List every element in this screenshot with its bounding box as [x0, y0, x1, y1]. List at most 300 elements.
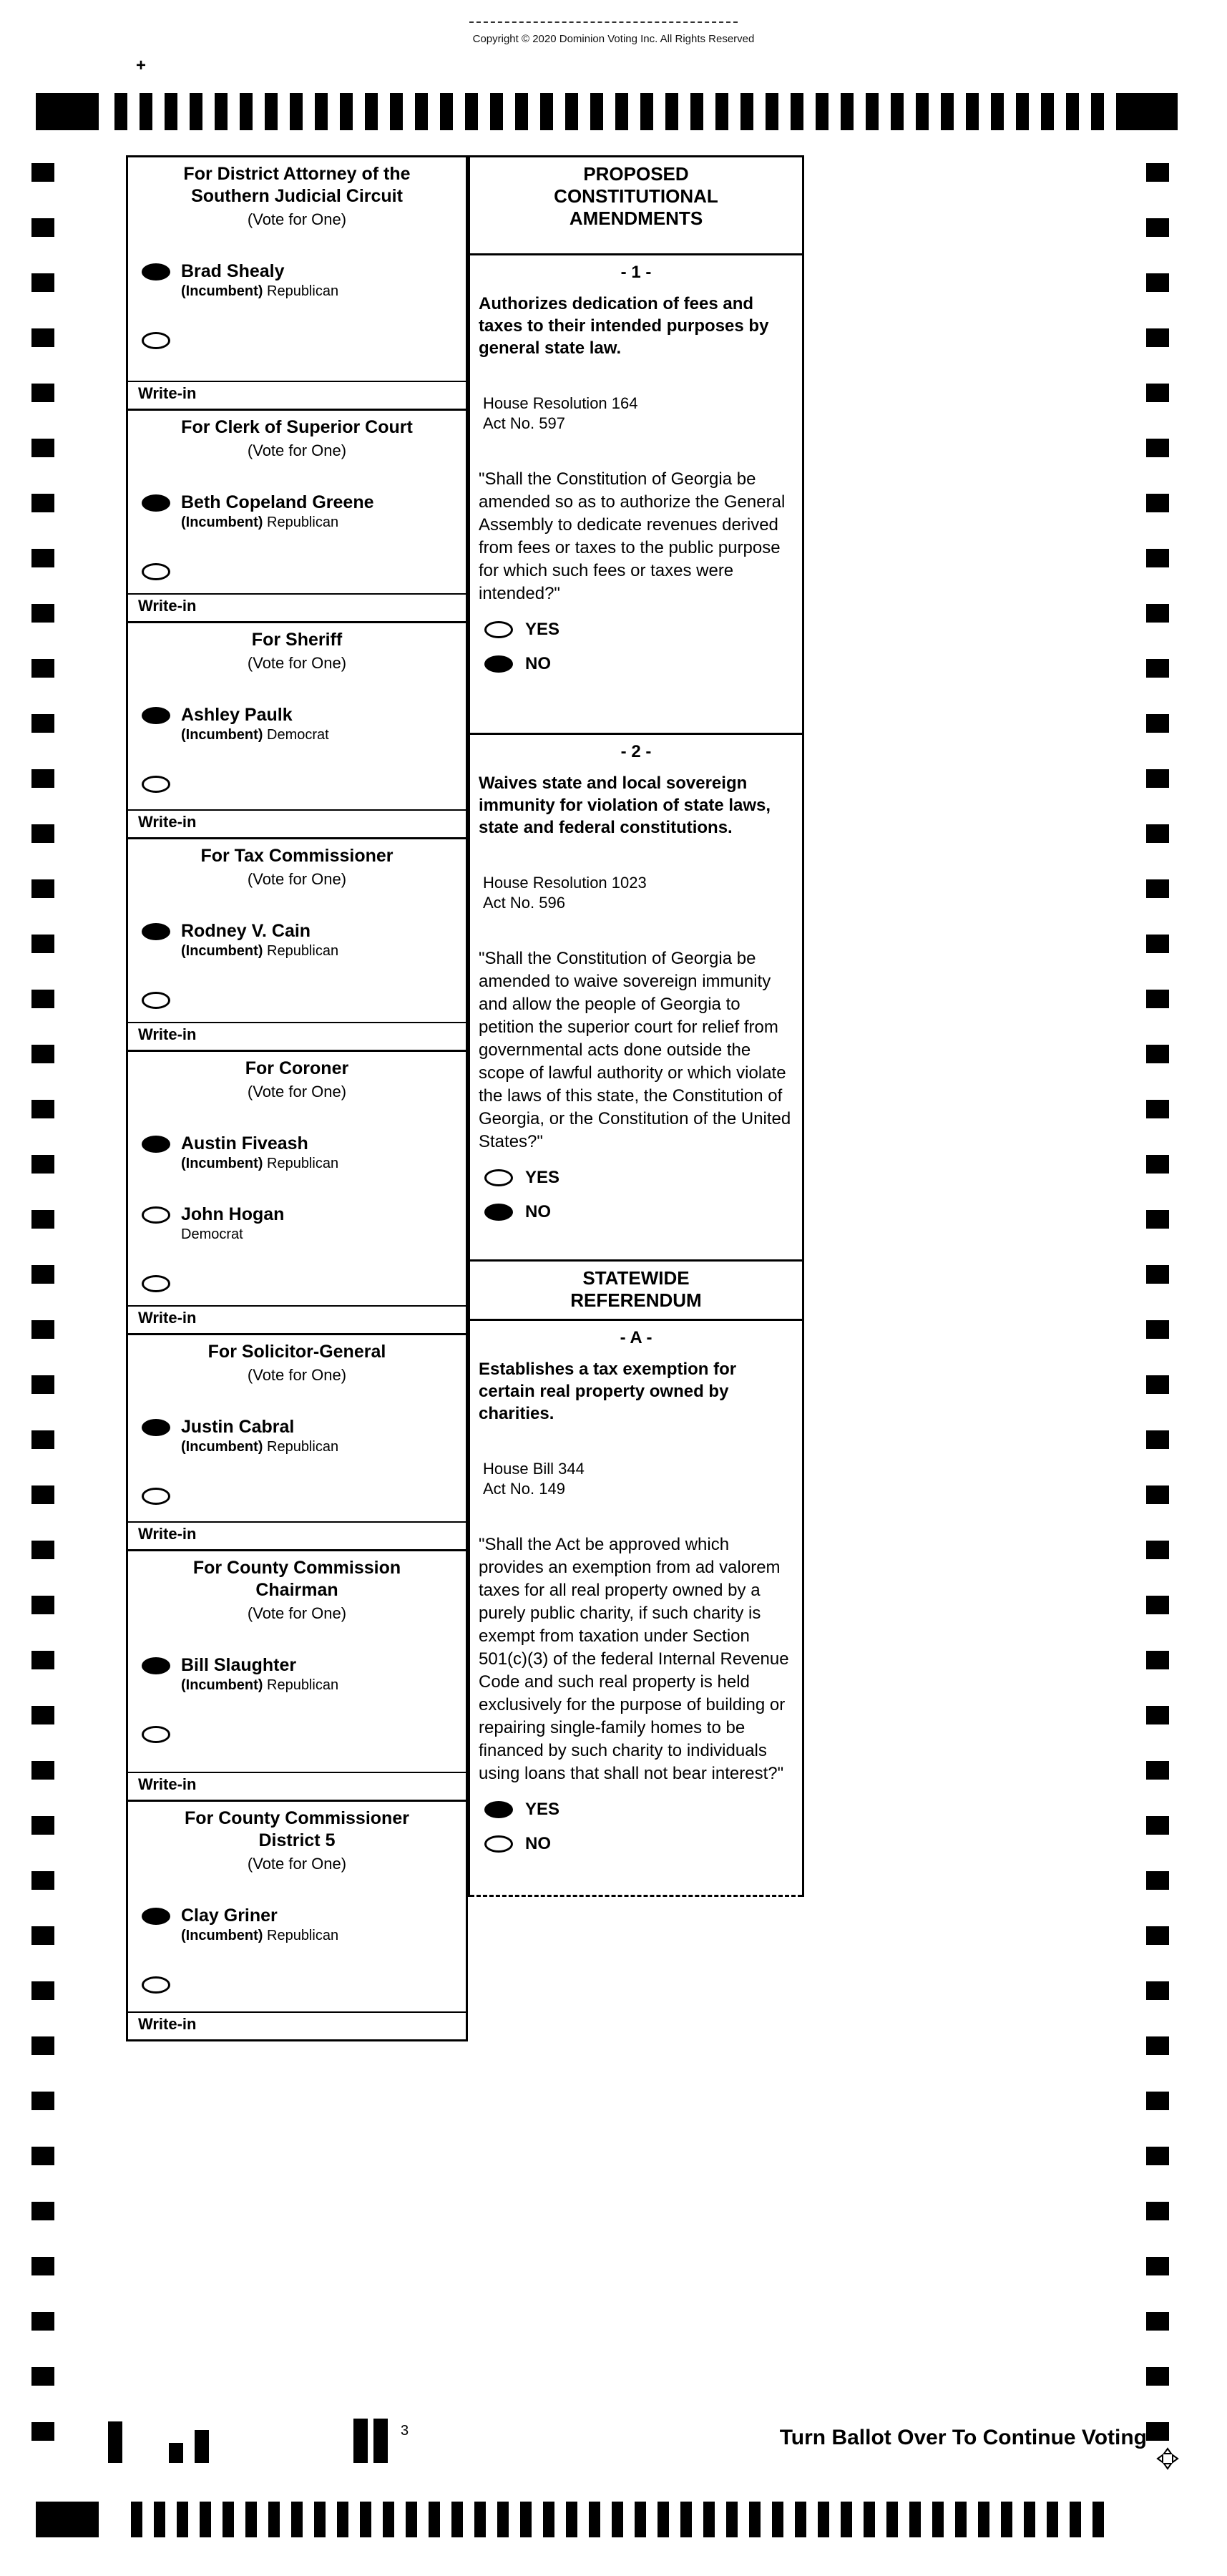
timing-mark [1146, 1155, 1169, 1174]
write-in-oval-row [128, 1488, 466, 1505]
candidate-detail [181, 942, 338, 960]
timing-mark [31, 1926, 54, 1945]
candidate-info [181, 1655, 338, 1694]
measure-section [470, 1321, 802, 1897]
timing-mark [31, 273, 54, 292]
timing-mark [291, 2502, 303, 2537]
write-in-oval-row [128, 992, 466, 1009]
timing-mark [1146, 1981, 1169, 2000]
timing-corner-top-right [1116, 93, 1178, 130]
timing-mark [1146, 1651, 1169, 1669]
timing-mark [841, 2502, 852, 2537]
timing-mark [1146, 2312, 1169, 2331]
candidate-name: Rodney V. Cain [181, 921, 311, 941]
header-line: CONSTITUTIONAL [554, 185, 718, 207]
copyright-text: Copyright © 2020 Dominion Voting Inc. All Rights Reserved [472, 33, 755, 45]
write-in-label[interactable]: Write-in [128, 593, 466, 621]
candidate-row [128, 1655, 466, 1694]
filled-oval[interactable] [142, 1419, 170, 1436]
timing-mark [31, 439, 54, 457]
candidate-row [128, 1133, 466, 1173]
timing-mark [1146, 1926, 1169, 1945]
timing-mark [1146, 494, 1169, 512]
measure-summary: Establishes a tax exemption for certain real property owned by charities. [479, 1360, 737, 1423]
measure-option [484, 1202, 793, 1222]
timing-mark [640, 93, 653, 130]
measure-number: - 1 - [620, 263, 652, 282]
timing-mark [1016, 93, 1029, 130]
timing-mark [1146, 1706, 1169, 1724]
contest-box [128, 623, 466, 839]
timing-mark [1146, 163, 1169, 182]
candidate-detail [181, 1677, 338, 1694]
incumbent-label: (Incumbent) [181, 283, 267, 299]
timing-mark [365, 93, 378, 130]
write-in-oval[interactable] [142, 1275, 170, 1292]
write-in-label[interactable]: Write-in [128, 1022, 466, 1050]
timing-mark [31, 2422, 54, 2441]
filled-oval[interactable] [142, 1136, 170, 1153]
reference-line: House Bill 344 [483, 1460, 585, 1478]
empty-oval[interactable] [484, 621, 513, 638]
filled-oval[interactable] [142, 707, 170, 724]
timing-mark [520, 2502, 532, 2537]
timing-mark [866, 93, 879, 130]
timing-mark [1146, 1045, 1169, 1063]
ballot-code-mark [353, 2419, 368, 2463]
measure-reference [483, 873, 793, 913]
timing-mark [340, 93, 353, 130]
timing-mark [1066, 93, 1079, 130]
contest-title-line: Chairman [255, 1580, 338, 1600]
write-in-oval[interactable] [142, 332, 170, 349]
timing-mark [31, 2312, 54, 2331]
write-in-label[interactable]: Write-in [128, 381, 466, 409]
contest-box [128, 839, 466, 1052]
timing-corner-top-left [36, 93, 99, 130]
contest-title-line: For Clerk of Superior Court [181, 417, 413, 437]
write-in-label[interactable]: Write-in [128, 2011, 466, 2039]
contest-box [128, 1335, 466, 1551]
filled-oval[interactable] [142, 263, 170, 280]
timing-mark [1146, 1871, 1169, 1890]
timing-mark [543, 2502, 554, 2537]
party-label: Republican [267, 1928, 339, 1943]
timing-mark [31, 1871, 54, 1890]
candidate-row [128, 705, 466, 744]
timing-mark [337, 2502, 348, 2537]
measure-option [484, 1168, 793, 1188]
write-in-oval-row [128, 776, 466, 793]
party-label: Democrat [181, 1226, 243, 1242]
timing-mark [31, 1651, 54, 1669]
contest-box [128, 1802, 466, 2039]
timing-mark [31, 328, 54, 347]
measure-question: "Shall the Act be approved which provides an exemption from ad valorem taxes for all real property owned by a purely public charity, if such charity is exempt from taxation under Section 501(c)(3) of the federal Internal Revenue Code and such real property is held exclusively for the purpose of building or repairing single-family homes to be financed by such charity to individuals using loans that shall not bear interest?" [479, 1535, 789, 1783]
timing-mark [1070, 2502, 1081, 2537]
header-line: REFERENDUM [570, 1289, 702, 1311]
candidate-name: Bill Slaughter [181, 1655, 297, 1675]
timing-mark [31, 1816, 54, 1835]
header-line: STATEWIDE [582, 1267, 690, 1289]
measures-column-header [470, 157, 802, 255]
timing-mark [31, 1981, 54, 2000]
reference-line: Act No. 596 [483, 894, 565, 912]
contest-title-line: For Tax Commissioner [200, 846, 393, 866]
candidate-info [181, 705, 329, 744]
timing-mark [165, 93, 177, 130]
vote-for-instruction: (Vote for One) [247, 441, 347, 459]
vote-for-instruction: (Vote for One) [247, 210, 347, 228]
vote-for-instruction: (Vote for One) [247, 654, 347, 672]
timing-mark [791, 93, 803, 130]
timing-mark [916, 93, 929, 130]
timing-mark [740, 93, 753, 130]
timing-mark [1146, 2147, 1169, 2165]
party-label: Republican [267, 943, 339, 959]
timing-mark [1146, 604, 1169, 623]
timing-mark [1146, 2036, 1169, 2055]
incumbent-label: (Incumbent) [181, 514, 267, 530]
timing-mark [31, 990, 54, 1008]
timing-mark [891, 93, 904, 130]
measure-question: "Shall the Constitution of Georgia be amended to waive sovereign immunity and allow the people of Georgia to petition the superior court for relief from governmental acts done outside the scope of lawful authority or which violate the laws of this state, the Constitution of Georgia, or the Constitution of the United States?" [479, 949, 791, 1151]
timing-mark [268, 2502, 280, 2537]
timing-mark [726, 2502, 738, 2537]
incumbent-label: (Incumbent) [181, 1439, 267, 1455]
timing-mark [635, 2502, 646, 2537]
timing-mark [690, 93, 703, 130]
candidate-name: John Hogan [181, 1204, 285, 1224]
timing-mark [991, 93, 1004, 130]
contest-title-line: District 5 [258, 1830, 336, 1850]
ballot-code-mark [373, 2419, 388, 2463]
reference-line: House Resolution 164 [483, 394, 638, 412]
timing-mark [566, 2502, 577, 2537]
timing-mark [31, 494, 54, 512]
timing-mark [864, 2502, 875, 2537]
timing-mark [1146, 2092, 1169, 2110]
timing-mark [1146, 1485, 1169, 1504]
timing-mark [816, 93, 828, 130]
timing-mark [772, 2502, 783, 2537]
incumbent-label: (Incumbent) [181, 943, 267, 959]
timing-marks-top [114, 93, 1104, 130]
contest-title-line: For County Commissioner [185, 1808, 409, 1828]
candidate-name: Ashley Paulk [181, 705, 293, 725]
candidate-detail [181, 726, 329, 744]
measure-summary: Authorizes dedication of fees and taxes to their intended purposes by general state law. [479, 294, 769, 358]
timing-mark [1146, 2367, 1169, 2386]
timing-mark [955, 2502, 967, 2537]
candidate-info [181, 1133, 338, 1173]
timing-mark [114, 93, 127, 130]
timing-mark [612, 2502, 623, 2537]
candidate-name: Beth Copeland Greene [181, 492, 374, 512]
timing-mark [31, 935, 54, 953]
contest-title [128, 629, 466, 651]
option-label: NO [525, 654, 551, 673]
contest-title-line: For County Commission [192, 1558, 401, 1578]
timing-mark [31, 1430, 54, 1449]
timing-mark [429, 2502, 440, 2537]
timing-mark [1146, 2422, 1169, 2441]
timing-mark [390, 93, 403, 130]
top-dashed-line [469, 21, 738, 23]
vote-for-instruction: (Vote for One) [247, 870, 347, 888]
timing-mark [31, 1045, 54, 1063]
candidate-info [181, 921, 338, 960]
measure-column [468, 155, 804, 1897]
timing-mark [658, 2502, 669, 2537]
contest-title-line: For District Attorney of the [183, 164, 411, 184]
timing-mark [515, 93, 528, 130]
timing-mark [31, 163, 54, 182]
candidate-detail [181, 514, 374, 532]
timing-mark [1146, 1430, 1169, 1449]
timing-mark [665, 93, 678, 130]
contest-title-line: For Coroner [245, 1058, 349, 1078]
filled-oval[interactable] [484, 1801, 513, 1818]
registration-plus-mark: + [136, 56, 147, 75]
timing-mark [240, 93, 253, 130]
timing-mark [941, 93, 954, 130]
party-label: Republican [267, 283, 339, 299]
timing-mark [1146, 1761, 1169, 1780]
timing-mark [31, 218, 54, 237]
timing-mark [31, 384, 54, 402]
timing-mark [589, 2502, 600, 2537]
timing-mark [31, 549, 54, 567]
timing-mark [265, 93, 278, 130]
write-in-oval[interactable] [142, 1488, 170, 1505]
timing-mark [31, 604, 54, 623]
option-label: YES [525, 1800, 560, 1819]
header-line: PROPOSED [583, 163, 689, 185]
contest-title-line: For Sheriff [251, 630, 343, 650]
timing-mark [383, 2502, 394, 2537]
reference-line: Act No. 597 [483, 414, 565, 432]
party-label: Republican [267, 1156, 339, 1171]
timing-mark [31, 1155, 54, 1174]
empty-oval[interactable] [484, 1835, 513, 1853]
timing-mark [978, 2502, 989, 2537]
timing-mark [1146, 218, 1169, 237]
measure-section [470, 255, 802, 735]
measure-option [484, 620, 793, 640]
contest-title-line: For Solicitor-General [207, 1342, 386, 1362]
registration-mark-icon [1156, 2447, 1179, 2474]
timing-mark [1146, 439, 1169, 457]
filled-oval[interactable] [142, 923, 170, 940]
timing-mark [1024, 2502, 1035, 2537]
timing-mark [31, 879, 54, 898]
candidate-info [181, 1417, 338, 1456]
timing-mark [497, 2502, 509, 2537]
timing-mark [766, 93, 778, 130]
write-in-oval-row [128, 1726, 466, 1743]
timing-mark [1092, 2502, 1104, 2537]
candidate-row [128, 1204, 466, 1244]
reference-line: Act No. 149 [483, 1480, 565, 1498]
timing-marks-bottom [131, 2502, 1104, 2537]
timing-mark [31, 1320, 54, 1339]
timing-mark [966, 93, 979, 130]
timing-mark [615, 93, 628, 130]
ballot-code-mark [108, 2421, 122, 2463]
measure-summary: Waives state and local sovereign immunity for violation of state laws, state and federal constitutions. [479, 774, 771, 837]
timing-mark [31, 1100, 54, 1118]
contest-title [128, 1341, 466, 1363]
contest-title [128, 163, 466, 208]
timing-mark [715, 93, 728, 130]
timing-mark [31, 1375, 54, 1394]
candidate-info [181, 1204, 284, 1244]
section-header [470, 1262, 802, 1321]
timing-mark [215, 93, 228, 130]
filled-oval[interactable] [142, 494, 170, 512]
timing-mark [1146, 990, 1169, 1008]
party-label: Republican [267, 1439, 339, 1455]
measure-number: - A - [620, 1328, 652, 1347]
contest-title [128, 416, 466, 439]
measure-number: - 2 - [620, 742, 652, 761]
timing-mark [1146, 2257, 1169, 2275]
filled-oval[interactable] [484, 1204, 513, 1221]
timing-mark [177, 2502, 188, 2537]
measure-option [484, 1800, 793, 1820]
timing-mark [315, 93, 328, 130]
incumbent-label: (Incumbent) [181, 1928, 267, 1943]
timing-mark [1146, 273, 1169, 292]
timing-mark [1001, 2502, 1012, 2537]
write-in-label[interactable]: Write-in [128, 1521, 466, 1549]
candidate-row [128, 1417, 466, 1456]
timing-mark [31, 1596, 54, 1614]
timing-mark [841, 93, 854, 130]
candidate-name: Austin Fiveash [181, 1133, 308, 1153]
timing-mark [31, 659, 54, 678]
contest-title [128, 1807, 466, 1852]
timing-mark [31, 824, 54, 843]
empty-oval[interactable] [142, 1206, 170, 1224]
timing-mark [415, 93, 428, 130]
timing-mark [1146, 2202, 1169, 2220]
candidate-info [181, 261, 338, 301]
reference-line: House Resolution 1023 [483, 874, 647, 892]
write-in-label[interactable]: Write-in [128, 1772, 466, 1800]
timing-mark [314, 2502, 326, 2537]
header-line: AMENDMENTS [569, 208, 703, 229]
write-in-oval[interactable] [142, 563, 170, 580]
filled-oval[interactable] [484, 655, 513, 673]
timing-mark [360, 2502, 371, 2537]
turn-ballot-over-text: Turn Ballot Over To Continue Voting [779, 2426, 1147, 2449]
timing-mark [1146, 328, 1169, 347]
contest-box [128, 1551, 466, 1802]
timing-mark [440, 93, 453, 130]
timing-mark [31, 2147, 54, 2165]
timing-mark [1146, 549, 1169, 567]
measure-reference [483, 1459, 793, 1499]
timing-mark [190, 93, 202, 130]
timing-mark [223, 2502, 234, 2537]
candidate-info [181, 492, 374, 532]
timing-mark [154, 2502, 165, 2537]
candidate-name: Clay Griner [181, 1906, 278, 1926]
timing-mark [1146, 714, 1169, 733]
measure-section [470, 735, 802, 1262]
candidate-row [128, 261, 466, 301]
write-in-label[interactable]: Write-in [128, 809, 466, 837]
vote-for-instruction: (Vote for One) [247, 1604, 347, 1622]
timing-mark [31, 1761, 54, 1780]
candidate-detail [181, 1155, 338, 1173]
ballot-code-mark [169, 2443, 183, 2463]
timing-mark [1146, 384, 1169, 402]
timing-mark [1146, 824, 1169, 843]
timing-mark [490, 93, 503, 130]
write-in-oval[interactable] [142, 1976, 170, 1994]
timing-mark [31, 2036, 54, 2055]
write-in-oval[interactable] [142, 776, 170, 793]
party-label: Republican [267, 514, 339, 530]
contest-box [128, 157, 466, 411]
timing-mark [1146, 1816, 1169, 1835]
timing-mark [31, 1706, 54, 1724]
candidate-detail [181, 1438, 338, 1456]
write-in-oval[interactable] [142, 992, 170, 1009]
candidate-name: Brad Shealy [181, 261, 285, 281]
timing-mark [131, 2502, 142, 2537]
timing-mark [1047, 2502, 1058, 2537]
write-in-label[interactable]: Write-in [128, 1305, 466, 1333]
party-label: Democrat [267, 727, 329, 743]
timing-mark [31, 1265, 54, 1284]
option-label: YES [525, 1168, 560, 1187]
timing-mark [1146, 659, 1169, 678]
vote-for-instruction: (Vote for One) [247, 1855, 347, 1873]
party-label: Republican [267, 1677, 339, 1693]
timing-mark [590, 93, 603, 130]
timing-mark [909, 2502, 921, 2537]
candidate-name: Justin Cabral [181, 1417, 295, 1437]
filled-oval[interactable] [142, 1657, 170, 1674]
option-label: NO [525, 1202, 551, 1221]
timing-mark [565, 93, 578, 130]
timing-mark [1146, 769, 1169, 788]
timing-mark [1146, 1320, 1169, 1339]
timing-mark [680, 2502, 692, 2537]
timing-mark [703, 2502, 715, 2537]
timing-mark [31, 2202, 54, 2220]
candidate-row [128, 492, 466, 532]
timing-mark [1146, 1100, 1169, 1118]
timing-mark [465, 93, 478, 130]
filled-oval[interactable] [142, 1908, 170, 1925]
timing-mark [886, 2502, 898, 2537]
timing-mark [795, 2502, 806, 2537]
vote-for-instruction: (Vote for One) [247, 1366, 347, 1384]
timing-mark [406, 2502, 417, 2537]
empty-oval[interactable] [484, 1169, 513, 1186]
timing-mark [1091, 93, 1104, 130]
contest-box [128, 1052, 466, 1335]
candidate-detail [181, 1226, 284, 1244]
timing-mark [932, 2502, 944, 2537]
incumbent-label: (Incumbent) [181, 1156, 267, 1171]
write-in-oval[interactable] [142, 1726, 170, 1743]
